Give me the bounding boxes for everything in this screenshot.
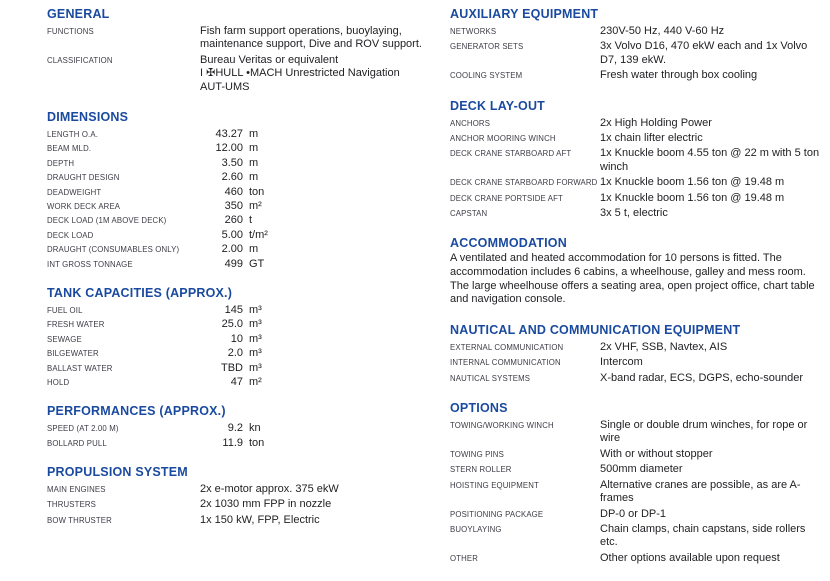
spec-value: Other options available upon request	[600, 551, 780, 564]
spec-value-number: 2.0	[227, 347, 243, 360]
spec-row	[450, 174, 824, 189]
section-title: GENERAL	[47, 7, 110, 21]
spec-value: X-band radar, ECS, DGPS, echo-sounder	[600, 371, 803, 384]
spec-row	[450, 339, 824, 354]
spec-value: Intercom	[600, 356, 643, 369]
spec-value: 500mm diameter	[600, 463, 683, 476]
spec-label: SEWAGE	[47, 334, 82, 344]
spec-row	[47, 435, 425, 449]
spec-label: DECK CRANE PORTSIDE AFT	[450, 193, 563, 203]
section-deck-lay-out	[450, 99, 824, 221]
spec-row	[450, 205, 824, 220]
spec-label: STERN ROLLER	[450, 465, 512, 475]
spec-row	[47, 360, 425, 374]
spec-label: DEPTH	[47, 158, 75, 168]
spec-value-unit: m³	[249, 303, 262, 316]
spec-label: INTERNAL COMMUNICATION	[450, 358, 561, 368]
spec-row	[47, 198, 425, 212]
spec-row	[450, 370, 824, 385]
spec-value-number: 499	[224, 257, 243, 270]
spec-label: ANCHOR MOORING WINCH	[450, 134, 556, 144]
spec-label: MAIN ENGINES	[47, 485, 106, 495]
spec-label: POSITIONING PACKAGE	[450, 509, 544, 519]
spec-row	[450, 115, 824, 130]
spec-label: DEADWEIGHT	[47, 187, 102, 197]
spec-label: TOWING PINS	[450, 449, 504, 459]
spec-row	[47, 302, 425, 316]
spec-value: Fish farm support operations, buoylaying, maintenance support, Dive and ROV support.	[200, 25, 422, 51]
spec-value-unit: GT	[249, 257, 265, 270]
spec-label: HOLD	[47, 377, 70, 387]
spec-label: SPEED (AT 2.00 M)	[47, 424, 119, 434]
section-tank-capacities-approx	[47, 286, 425, 388]
spec-value-unit: m	[249, 171, 259, 184]
spec-value-unit: ton	[249, 185, 265, 198]
spec-value-unit: t/m²	[249, 228, 268, 241]
spec-row	[47, 23, 425, 52]
spec-row	[47, 331, 425, 345]
spec-value: Alternative cranes are possible, as are A-frames	[600, 478, 801, 505]
spec-row	[47, 496, 425, 511]
section-title: NAUTICAL AND COMMUNICATION EQUIPMENT	[450, 322, 741, 337]
spec-row	[47, 481, 425, 496]
section-title: TANK CAPACITIES (APPROX.)	[47, 285, 233, 300]
section-title: ACCOMMODATION	[450, 236, 567, 251]
spec-label: GENERATOR SETS	[450, 42, 524, 52]
section-options	[450, 401, 824, 565]
spec-label: LENGTH O.A.	[47, 130, 99, 140]
spec-value-unit: m³	[249, 347, 262, 360]
spec-row	[47, 345, 425, 359]
spec-value-number: 25.0	[221, 318, 243, 331]
section-paragraph: A ventilated and heated accommodation for 10 persons is fitted. The accommodation includes 6 cabins, a wheelhouse, galley and mess room. The large wheelhouse offers a seating area, open project office, chart table and navigation console.	[450, 252, 815, 306]
spec-row	[450, 67, 824, 82]
spec-value-number: 3.50	[221, 156, 243, 169]
spec-value-line: AUT-UMS	[200, 80, 250, 93]
spec-row	[450, 461, 824, 476]
spec-value-number: 9.2	[227, 422, 243, 435]
spec-row	[47, 184, 425, 198]
spec-row	[450, 506, 824, 521]
spec-value-unit: m²	[249, 199, 262, 212]
spec-value-unit: kn	[249, 422, 261, 435]
spec-value: 2x 1030 mm FPP in nozzle	[200, 498, 332, 511]
spec-value: Fresh water through box cooling	[600, 69, 758, 82]
spec-value-unit: m³	[249, 332, 262, 345]
spec-row	[450, 417, 824, 446]
spec-value-number: 145	[224, 303, 243, 316]
spec-row	[47, 420, 425, 434]
spec-label: DECK CRANE STARBOARD AFT	[450, 149, 572, 159]
spec-value: 3x 5 t, electric	[600, 207, 668, 220]
section-title: PROPULSION SYSTEM	[47, 465, 188, 480]
spec-label: DRAUGHT (CONSUMABLES ONLY)	[47, 245, 180, 255]
spec-label: DECK LOAD	[47, 230, 94, 240]
spec-value: 2x e-motor approx. 375 ekW	[200, 483, 339, 496]
spec-label: DECK LOAD (1M ABOVE DECK)	[47, 216, 167, 226]
section-performances-approx	[47, 404, 425, 449]
section-title: DECK LAY-OUT	[450, 98, 546, 113]
right-column	[450, 7, 824, 581]
spec-value	[200, 54, 425, 94]
spec-value: With or without stopper	[600, 447, 713, 460]
spec-label: DRAUGHT DESIGN	[47, 173, 120, 183]
spec-value-unit: t	[249, 214, 253, 227]
spec-value-number: 43.27	[215, 128, 243, 141]
spec-row	[450, 477, 824, 506]
spec-value-unit: m	[249, 156, 259, 169]
spec-row	[450, 190, 824, 205]
spec-label: EXTERNAL COMMUNICATION	[450, 342, 564, 352]
section-title: PERFORMANCES (APPROX.)	[47, 404, 226, 419]
spec-row	[47, 256, 425, 270]
spec-row	[47, 227, 425, 241]
spec-value: Chain clamps, chain capstans, side rollers etc.	[600, 522, 806, 549]
section-dimensions	[47, 110, 425, 270]
spec-label: BUOYLAYING	[450, 524, 502, 534]
spec-value-line: Bureau Veritas or equivalent	[200, 53, 339, 66]
spec-value: 1x chain lifter electric	[600, 132, 703, 145]
spec-row	[47, 140, 425, 154]
spec-label: FUEL OIL	[47, 305, 83, 315]
spec-row	[450, 354, 824, 369]
spec-value-line: I ✠HULL •MACH Unrestricted Navigation	[200, 67, 400, 80]
spec-row	[47, 126, 425, 140]
spec-label: BALLAST WATER	[47, 363, 113, 373]
spec-value-number: 11.9	[222, 436, 243, 449]
spec-label: BOLLARD PULL	[47, 438, 107, 448]
spec-label: COOLING SYSTEM	[450, 71, 523, 81]
section-general	[47, 7, 425, 94]
spec-value: Single or double drum winches, for rope or wire	[600, 419, 808, 445]
spec-row	[47, 316, 425, 330]
left-column	[47, 7, 425, 543]
spec-label: FRESH WATER	[47, 320, 105, 330]
spec-label: FUNCTIONS	[47, 27, 94, 36]
section-title: OPTIONS	[450, 401, 508, 416]
spec-row	[47, 155, 425, 169]
spec-label: WORK DECK AREA	[47, 201, 121, 211]
spec-value-unit: m³	[249, 318, 262, 331]
spec-label: BOW THRUSTER	[47, 515, 112, 525]
spec-label: CLASSIFICATION	[47, 55, 113, 65]
section-nautical-and-communication-equipment	[450, 323, 824, 385]
spec-value-unit: ton	[249, 436, 265, 449]
spec-value-number: 47	[230, 375, 243, 388]
spec-value-unit: m³	[249, 361, 262, 374]
spec-value: 2x VHF, SSB, Navtex, AIS	[600, 340, 728, 353]
spec-label: CAPSTAN	[450, 209, 488, 219]
spec-value-number: 12.00	[215, 142, 243, 155]
spec-value-number: 260	[224, 214, 243, 227]
spec-value: 1x Knuckle boom 4.55 ton @ 22 m with 5 ton winch	[600, 147, 820, 173]
spec-row	[450, 521, 824, 550]
spec-value-number: TBD	[221, 361, 243, 374]
section-auxiliary-equipment	[450, 7, 824, 83]
spec-label: THRUSTERS	[47, 500, 96, 510]
spec-row	[47, 512, 425, 527]
spec-value-number: 2.60	[221, 171, 243, 184]
spec-row	[450, 145, 824, 174]
spec-label: DECK CRANE STARBOARD FORWARD	[450, 178, 598, 188]
spec-value-number: 2.00	[221, 243, 243, 256]
spec-label: INT GROSS TONNAGE	[47, 259, 133, 269]
spec-label: BILGEWATER	[47, 349, 99, 359]
spec-value: 1x 150 kW, FPP, Electric	[200, 513, 320, 526]
spec-row	[47, 374, 425, 388]
spec-value: DP-0 or DP-1	[600, 507, 667, 520]
spec-value: 3x Volvo D16, 470 ekW each and 1x Volvo D7, 139 ekW.	[600, 40, 808, 66]
spec-row	[47, 169, 425, 183]
spec-value: 1x Knuckle boom 1.56 ton @ 19.48 m	[600, 176, 785, 189]
spec-row	[450, 23, 824, 38]
spec-value: 230V-50 Hz, 440 V-60 Hz	[600, 25, 725, 37]
section-title: AUXILIARY EQUIPMENT	[450, 7, 599, 21]
spec-label: TOWING/WORKING WINCH	[450, 421, 554, 431]
section-propulsion-system	[47, 465, 425, 527]
section-accommodation	[450, 236, 824, 306]
spec-value-unit: m	[249, 142, 259, 155]
spec-label: ANCHORS	[450, 118, 491, 128]
spec-row	[47, 52, 425, 94]
spec-label: HOISTING EQUIPMENT	[450, 480, 539, 490]
spec-value-number: 10	[230, 332, 243, 345]
spec-value-unit: m	[249, 243, 259, 256]
spec-value-number: 460	[224, 185, 243, 198]
spec-row	[450, 130, 824, 145]
spec-label: OTHER	[450, 553, 479, 563]
spec-value: 2x High Holding Power	[600, 116, 712, 129]
spec-row	[47, 241, 425, 255]
spec-row	[47, 212, 425, 226]
section-title: DIMENSIONS	[47, 110, 129, 125]
spec-label: BEAM MLD.	[47, 144, 92, 154]
spec-value-unit: m	[249, 128, 259, 141]
spec-value-number: 5.00	[221, 228, 243, 241]
spec-value: 1x Knuckle boom 1.56 ton @ 19.48 m	[600, 191, 785, 204]
spec-label: NETWORKS	[450, 27, 497, 36]
spec-value-number: 350	[224, 199, 243, 212]
spec-label: NAUTICAL SYSTEMS	[450, 373, 531, 383]
spec-row	[450, 550, 824, 565]
spec-row	[450, 446, 824, 461]
spec-row	[450, 38, 824, 67]
spec-value-unit: m²	[249, 375, 262, 388]
